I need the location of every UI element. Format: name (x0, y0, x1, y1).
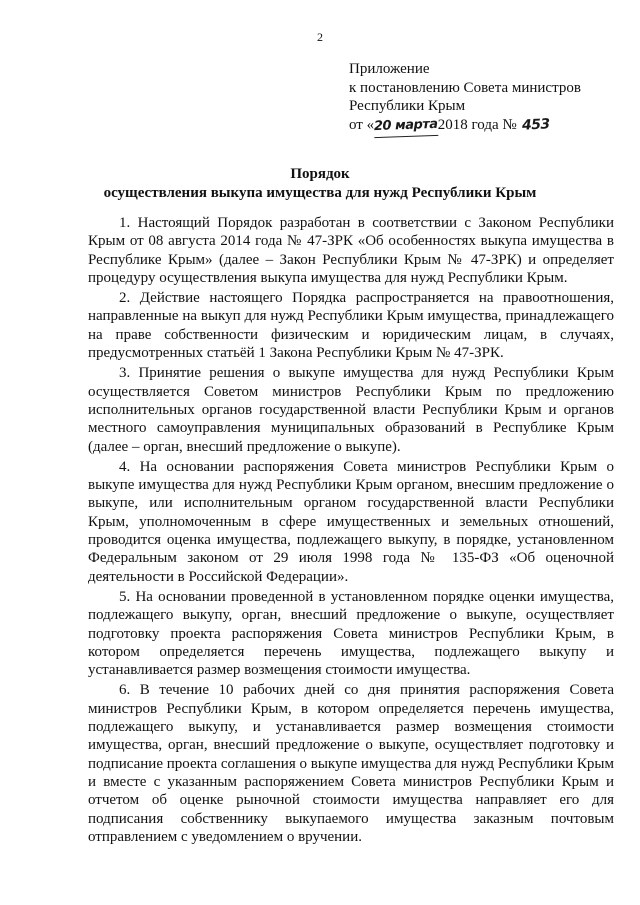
appendix-republic-line: Республики Крым (349, 98, 466, 114)
appendix-header (349, 60, 629, 136)
handwritten-date: 20 марта (374, 115, 438, 137)
handwritten-number: 453 (522, 115, 551, 134)
paragraph-3: 3. Принятие решения о выкупе имущества для нужд Республики Крым осуществляется Советом министров Республики Крым по предложению исполнительных органов государственной власти Республики Крым и органов местного самоуправления муниципальных образований в Республике Крым (далее – орган, внесший предложение о выкупе). (88, 365, 614, 455)
paragraph-4: 4. На основании распоряжения Совета министров Республики Крым о выкупе имущества для нужд Республики Крым органом, внесшим предложение о выкупе, или исполнительным органом государственной власти Республики Крым, уполномоченным в сфере имущественных и земельных отношений, проводится оценка имущества, подлежащего выкупу, в порядке, установленном Федеральным законом от 29 июля 1998 года № 135-ФЗ «Об оценочной деятельности в Российской Федерации». (88, 458, 614, 585)
paragraph-6: 6. В течение 10 рабочих дней со дня принятия распоряжения Совета министров Республики Крым, в котором определяется перечень имущества, подлежащего выкупу, и устанавливается размер возмещения стоимости имущества, орган, внесший предложение о выкупе, осуществляет подготовку и подписание проекта соглашения о выкупе имущества для нужд Республики Крым и вместе с указанным распоряжением Совета министров Республики Крым и отчетом об оценке рыночной стоимости имущества направляет его для подписания собственнику выкупаемого имущества заказным почтовым отправлением с уведомлением о вручении. (88, 682, 614, 845)
appendix-date-line (349, 116, 629, 137)
paragraph-1: 1. Настоящий Порядок разработан в соответствии с Законом Республики Крым от 08 августа 2014 года № 47-ЗРК «Об особенностях выкупа имущества в Республике Крым» (далее – Закон Республики Крым № 47-ЗРК) и определяет процедуру осуществления выкупа имущества для нужд Республики Крым. (88, 215, 614, 286)
document-body (88, 214, 614, 848)
document-title (0, 165, 640, 203)
title-line-1: Порядок (290, 166, 350, 182)
appendix-resolution-line: к постановлению Совета министров (349, 79, 581, 96)
paragraph-5: 5. На основании проведенной в установленном порядке оценки имущества, подлежащего выкупу, орган, внесший предложение о выкупе, осуществляет подготовку проекта распоряжения Совета министров Республики Крым, в котором определяется перечень имущества, подлежащего выкупу и устанавливается размер возмещения стоимости имущества. (88, 588, 614, 679)
page-number: 2 (317, 30, 323, 44)
date-prefix: от « (349, 116, 375, 133)
title-line-2: осуществления выкупа имущества для нужд Республики Крым (103, 185, 537, 201)
date-suffix: 2018 года № (437, 116, 517, 133)
paragraph-2: 2. Действие настоящего Порядка распространяется на правоотношения, направленные на выкуп для нужд Республики Крым имущества, принадлежащего на праве собственности физическим и юридическим лицам, в случаях, предусмотренных статьёй 1 Закона Республики Крым № 47-ЗРК. (88, 290, 614, 362)
appendix-title: Приложение (349, 61, 430, 77)
